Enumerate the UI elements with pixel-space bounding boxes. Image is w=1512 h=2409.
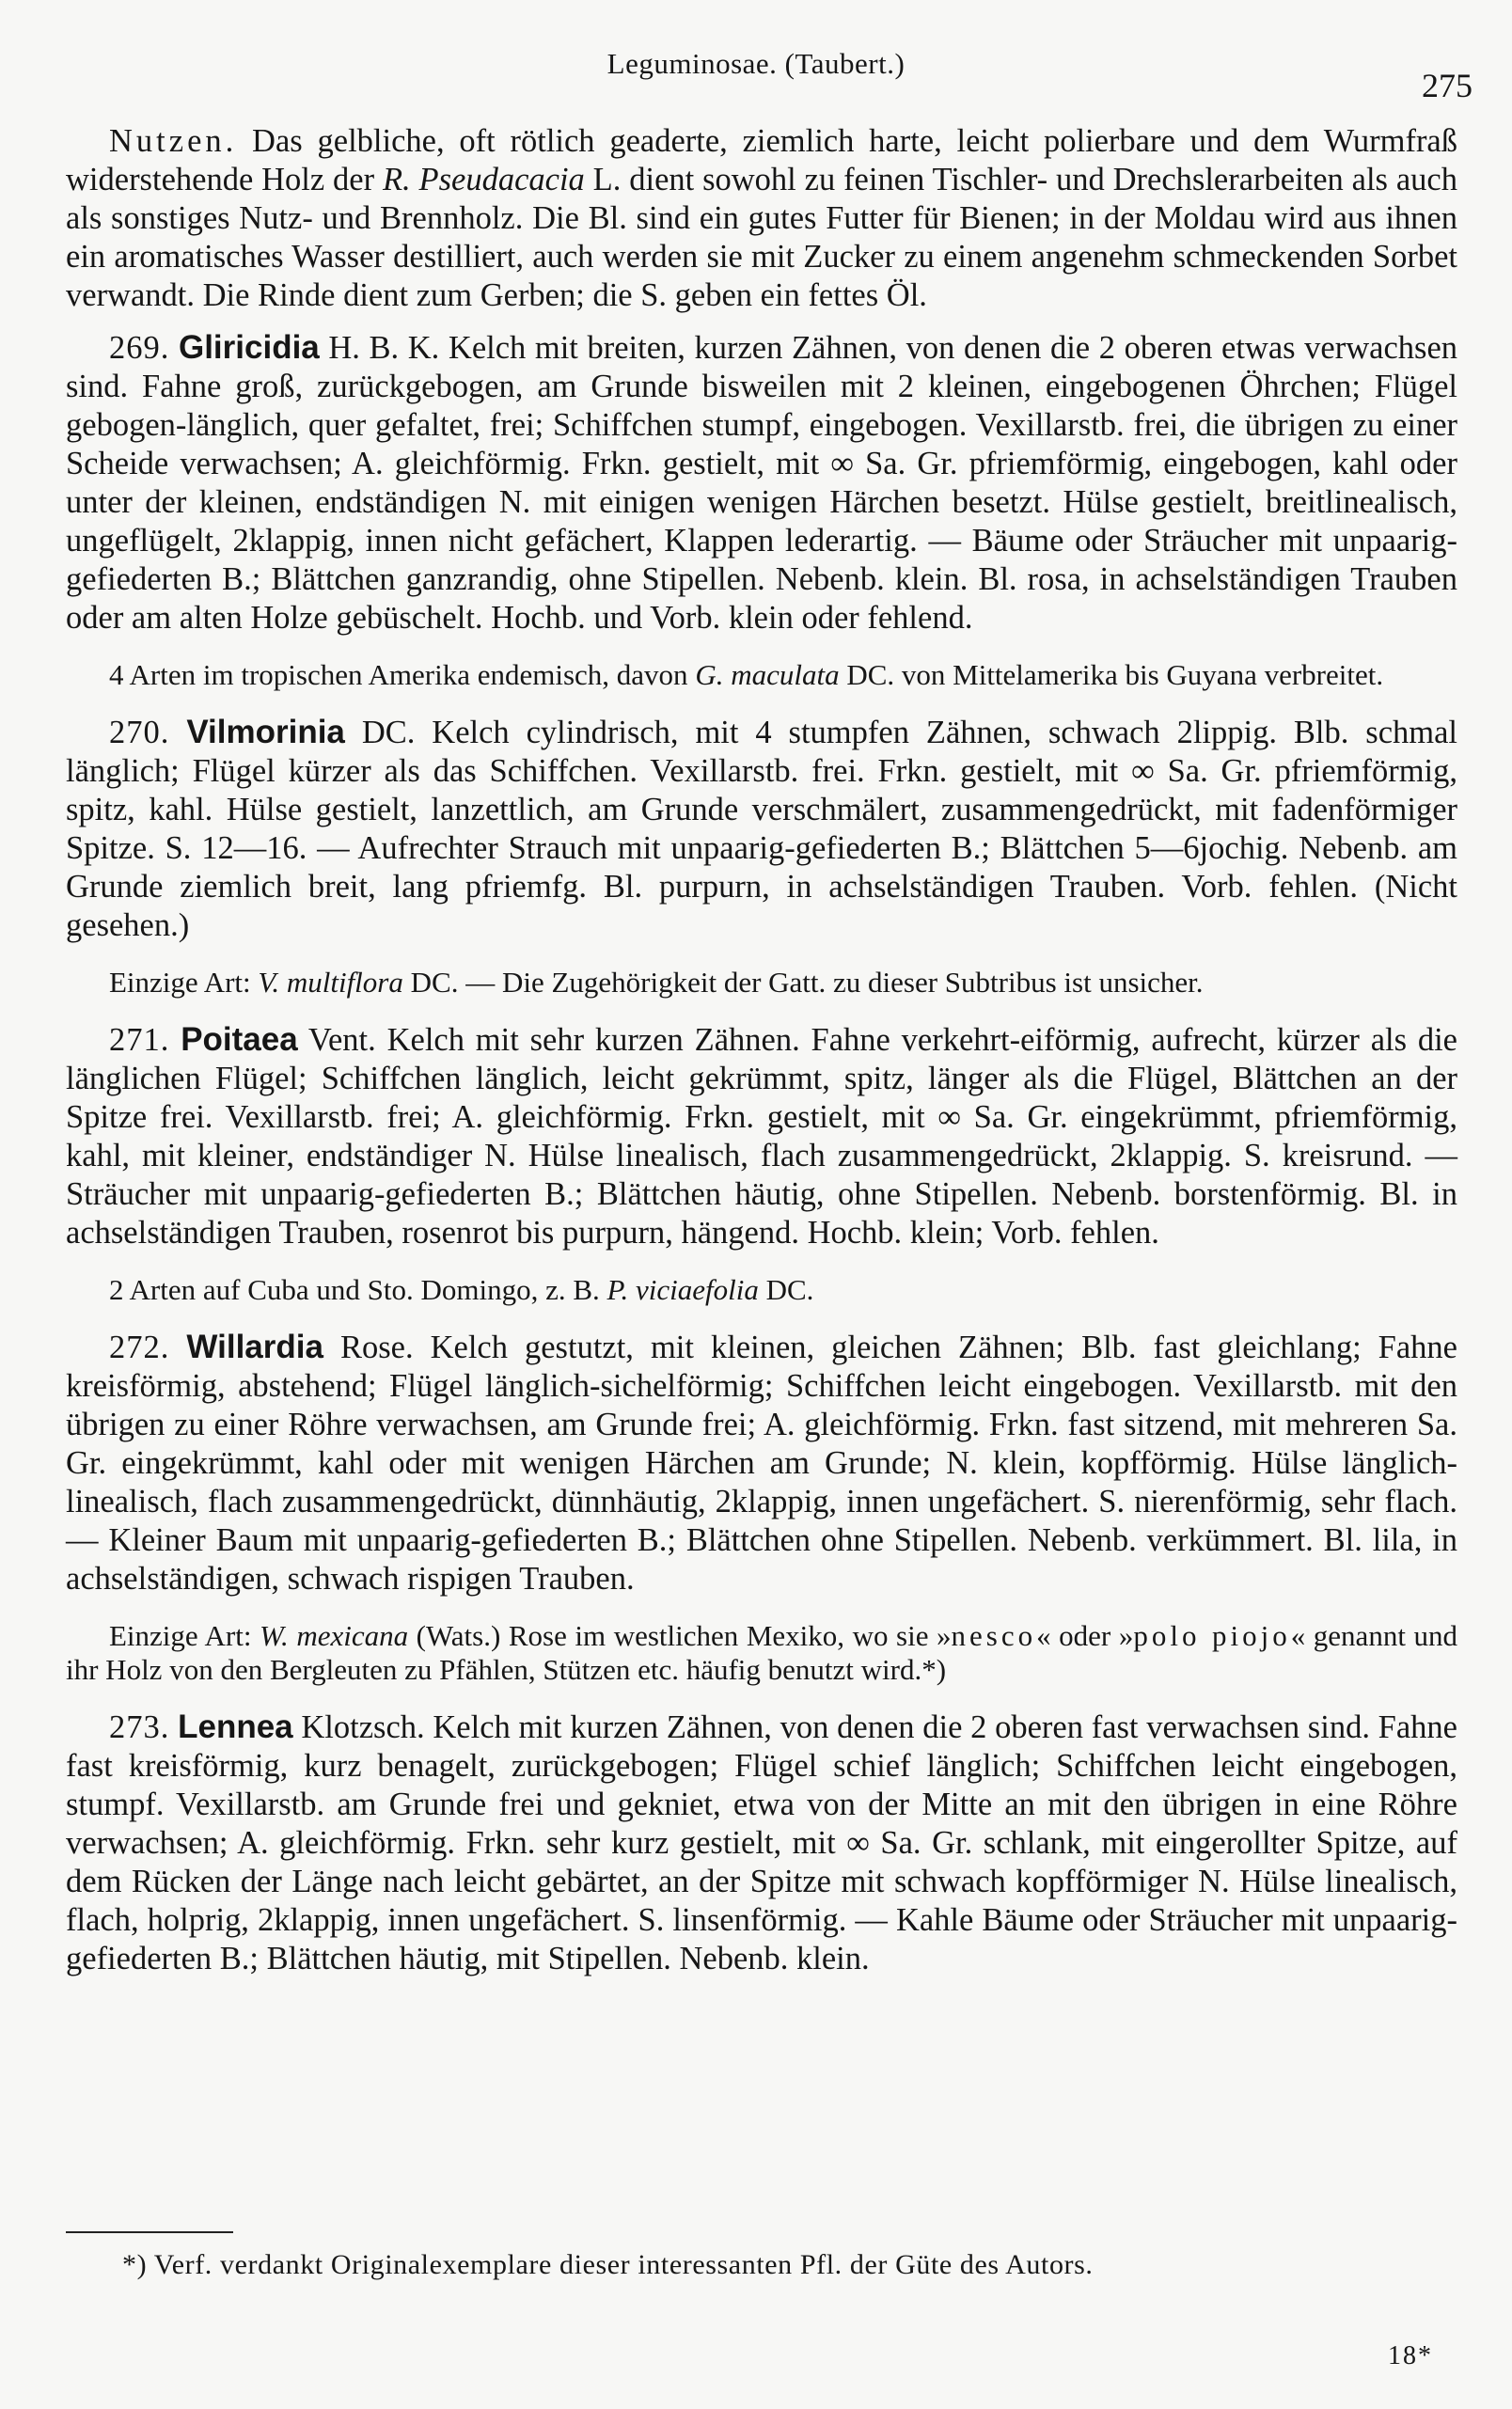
note-text: 4 Arten im tropischen Amerika endemisch, davon [109,658,696,691]
page-body [66,122,1457,1992]
nutzen-label: Nutzen. [109,123,238,159]
genus-description: Kelch gestutzt, mit kleinen, gleichen Zähnen; Blb. fast gleichlang; Fahne kreisförmig, abstehend; Flügel länglich-sichelförmig; Schiffchen leicht eingebogen. Vexillarstb. mit den übrigen zu einer Röhre verwachsen, am Grunde frei; A. gleichförmig. Frkn. fast sitzend, mit mehreren Sa. Gr. eingekrümmt, kahl oder mit wenigen Härchen am Grunde; N. klein, kopfförmig. Hülse länglich-linealisch, flach zusammengedrückt, dünnhäutig, 2klappig, innen ungefächert. S. nierenförmig, sehr flach. — Kleiner Baum mit unpaarig-gefiederten B.; Blättchen ohne Stipellen. Nebenb. verkümmert. Bl. lila, in achselständigen, schwach rispigen Trauben. [66,1330,1457,1597]
genus-name: Poitaea [181,1021,298,1058]
species-note-272 [66,1619,1457,1687]
note-species: V. multiflora [258,966,403,999]
nutzen-paragraph [66,122,1457,315]
species-note-269 [66,658,1457,692]
note-species: P. viciaefolia [606,1273,759,1306]
genus-entry-272 [66,1328,1457,1598]
local-name-1: nesco [951,1619,1037,1652]
nutzen-text: Das gelbliche, oft rötlich geaderte, ziemlich harte, leicht polierbare und dem Wurmfraß widerstehende Holz der [66,123,1457,197]
genus-description: Kelch mit kurzen Zähnen, von denen die 2 oberen fast verwachsen sind. Fahne fast kreisförmig, kurz benagelt, zurückgebogen; Flügel schief länglich; Schiffchen leicht eingebogen, stumpf. Vexillarstb. am Grunde frei und gekniet, etwa von der Mitte an mit den übrigen in eine Röhre verwachsen; A. gleichförmig. Frkn. sehr kurz gestielt, mit ∞ Sa. Gr. schlank, mit eingerollter Spitze, auf dem Rücken der Länge nach leicht gebärtet, an der Spitze mit schwach kopfförmiger N. Hülse linealisch, flach, holprig, 2klappig, innen ungefächert. S. linsenförmig. — Kahle Bäume oder Sträucher mit unpaarig-gefiederten B.; Blättchen häutig, mit Stipellen. Nebenb. klein. [66,1709,1457,1976]
species-note-270 [66,966,1457,1000]
note-end: DC. [758,1273,814,1306]
genus-author: Vent. [297,1022,376,1058]
local-name-2: polo piojo [1133,1619,1291,1652]
genus-entry-269 [66,328,1457,638]
genus-author: Klotzsch. [292,1709,425,1745]
note-text: 2 Arten auf Cuba und Sto. Domingo, z. B. [109,1273,607,1306]
nutzen-species: R. Pseudacacia [382,162,585,197]
note-mid: (Wats.) Rose im westlichen Mexiko, wo sie » [408,1619,952,1652]
footnote: *) Verf. verdankt Originalexemplare dieser interessanten Pfl. der Güte des Autors. [122,2249,1094,2280]
note-species: W. mexicana [260,1619,409,1652]
genus-entry-270 [66,713,1457,945]
entry-number: 271. [109,1022,170,1058]
footnote-divider [66,2231,233,2233]
genus-name: Gliricidia [178,329,320,366]
genus-name: Lennea [178,1708,293,1745]
entry-number: 272. [109,1330,170,1365]
nutzen-text-2: L. dient sowohl zu feinen Tischler- und Drechslerarbeiten als auch als sonstiges Nutz- und Brennholz. Die Bl. sind ein gutes Futter für Bienen; in der Moldau wird aus ihnen ein aromatisches Wasser destilliert, auch werden sie mit Zucker zu einem angenehm schmeckenden Sorbet verwandt. Die Rinde dient zum Gerben; die S. geben ein fettes Öl. [66,162,1457,313]
genus-author: DC. [344,715,416,750]
note-end: DC. von Mittelamerika bis Guyana verbreitet. [839,658,1384,691]
genus-description: Kelch mit sehr kurzen Zähnen. Fahne verkehrt-eiförmig, aufrecht, kürzer als die länglichen Flügel; Schiffchen länglich, leicht gekrümmt, spitz, länger als die Flügel, Blättchen an der Spitze frei. Vexillarstb. frei; A. gleichförmig. Frkn. gestielt, mit ∞ Sa. Gr. eingekrümmt, pfriemförmig, kahl, mit kleiner, endständiger N. Hülse linealisch, flach zusammengedrückt, 2klappig. S. kreisrund. — Sträucher mit unpaarig-gefiederten B.; Blättchen häutig, ohne Stipellen. Nebenb. borstenförmig. Bl. in achselständigen Trauben, rosenrot bis purpurn, hängend. Hochb. klein; Vorb. fehlen. [66,1022,1457,1251]
genus-author: H. B. K. [319,330,440,366]
note-end: DC. — Die Zugehörigkeit der Gatt. zu dieser Subtribus ist unsicher. [402,966,1204,999]
note-end: « genannt und ihr Holz von den Bergleuten zu Pfählen, Stützen etc. häufig benutzt wird.*) [66,1619,1457,1686]
genus-entry-273 [66,1708,1457,1978]
genus-entry-271 [66,1020,1457,1252]
genus-description: Kelch mit breiten, kurzen Zähnen, von denen die 2 oberen etwas verwachsen sind. Fahne groß, zurückgebogen, am Grunde bisweilen mit 2 kleinen, eingebogenen Öhrchen; Flügel gebogen-länglich, quer gefaltet, frei; Schiffchen stumpf, eingebogen. Vexillarstb. frei, die übrigen zu einer Scheide verwachsen; A. gleichförmig. Frkn. gestielt, mit ∞ Sa. Gr. pfriemförmig, eingebogen, kahl oder unter der kleinen, endständigen N. mit einigen wenigen Härchen besetzt. Hülse gestielt, breitlinealisch, ungeflügelt, 2klappig, innen nicht gefächert, Klappen lederartig. — Bäume oder Sträucher mit unpaarig-gefiederten B.; Blättchen ganzrandig, ohne Stipellen. Nebenb. klein. Bl. rosa, in achselständigen Trauben oder am alten Holze gebüschelt. Hochb. und Vorb. klein oder fehlend. [66,330,1458,636]
entry-number: 270. [109,715,170,750]
entry-number: 269. [109,330,170,366]
entry-number: 273. [109,1709,170,1745]
note-text: Einzige Art: [109,1619,260,1652]
running-header: Leguminosae. (Taubert.) [606,47,906,80]
note-species: G. maculata [695,658,840,691]
genus-name: Vilmorinia [186,714,345,750]
species-note-271 [66,1273,1457,1307]
note-text: Einzige Art: [109,966,259,999]
genus-name: Willardia [186,1329,323,1365]
page-number: 275 [1422,67,1473,104]
genus-description: Kelch cylindrisch, mit 4 stumpfen Zähnen, schwach 2lippig. Blb. schmal länglich; Flügel kürzer als das Schiffchen. Vexillarstb. frei. Frkn. gestielt, mit ∞ Sa. Gr. pfriemförmig, spitz, kahl. Hülse gestielt, lanzettlich, am Grunde verschmälert, zusammengedrückt, mit fadenförmiger Spitze. S. 12—16. — Aufrechter Strauch mit unpaarig-gefiederten B.; Blättchen 5—6jochig. Nebenb. am Grunde ziemlich breit, lang pfriemfg. Bl. purpurn, in achselständigen Trauben. Vorb. fehlen. (Nicht gesehen.) [66,715,1457,943]
signature-mark: 18* [1388,2341,1433,2370]
note-mid-2: « oder » [1036,1619,1134,1652]
genus-author: Rose. [323,1330,414,1365]
